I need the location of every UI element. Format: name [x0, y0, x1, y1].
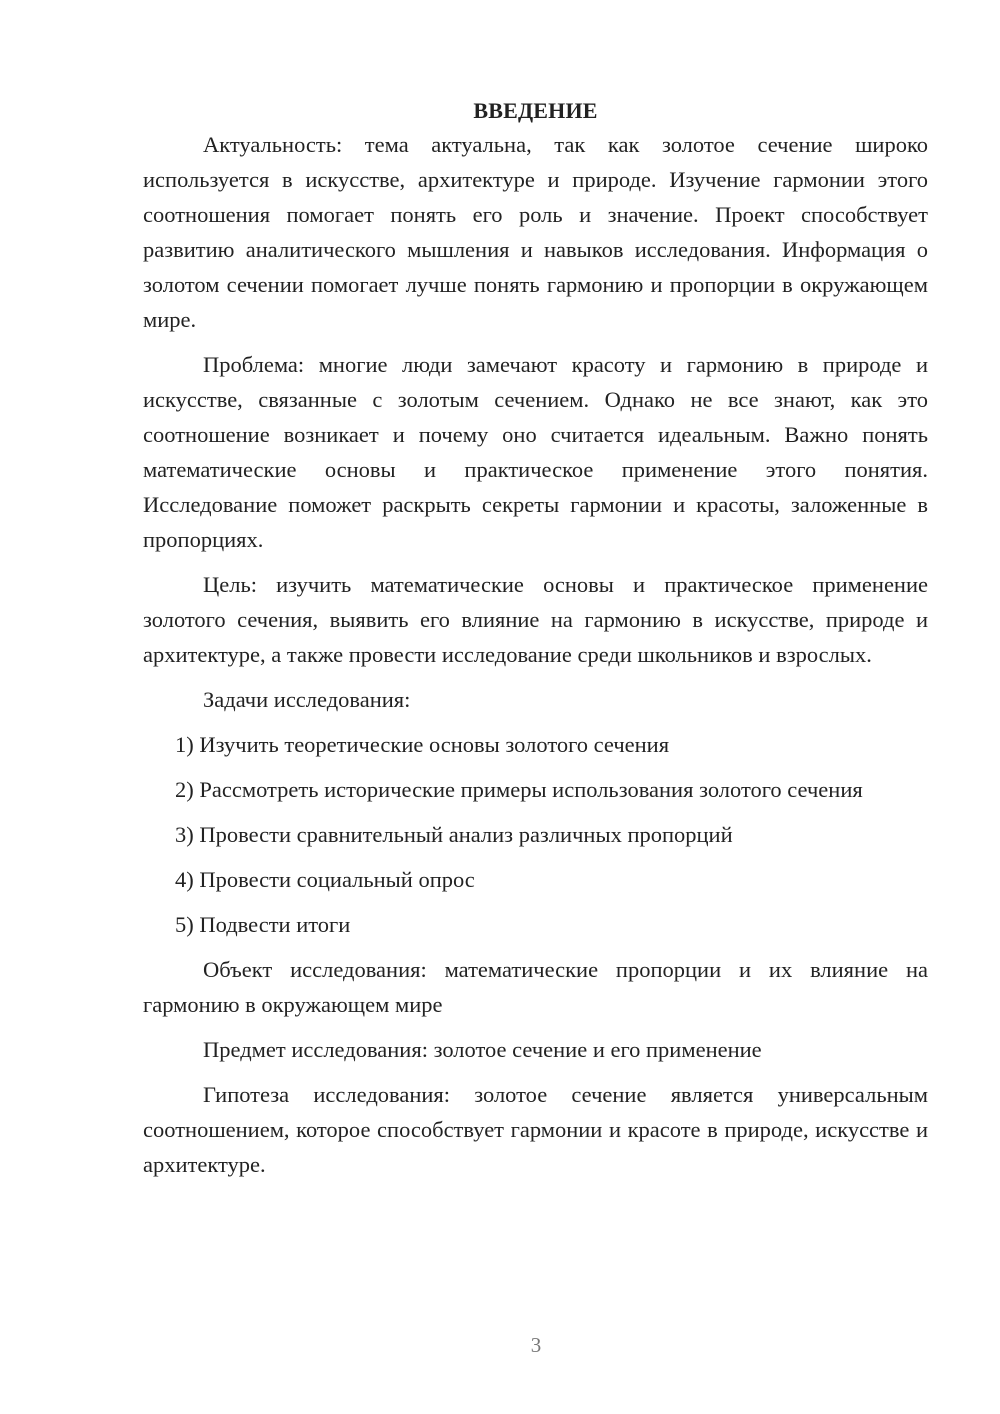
paragraph-goal: Цель: изучить математические основы и практическое применение золотого сечения, выявить его влияние на гармонию в искусстве, природе и архитектуре, а также провести исследование среди школьников и взрослых. [143, 572, 928, 667]
task-item-2: 2) Рассмотреть исторические примеры использования золотого сечения [175, 777, 863, 802]
paragraph-object: Объект исследования: математические пропорции и их влияние на гармонию в окружающем мире [143, 957, 928, 1017]
paragraph-hypothesis: Гипотеза исследования: золотое сечение является универсальным соотношением, которое способствует гармонии и красоте в природе, искусстве и архитектуре. [143, 1082, 928, 1177]
paragraph-problem: Проблема: многие люди замечают красоту и гармонию в природе и искусстве, связанные с золотым сечением. Однако не все знают, как это соотношение возникает и почему оно считается идеальным. Важно понять математические основы и практическое применение этого понятия. Исследование поможет раскрыть секреты гармонии и красоты, заложенные в пропорциях. [143, 352, 928, 552]
page-number: 3 [530, 1333, 542, 1357]
tasks-heading: Задачи исследования: [203, 687, 411, 712]
paragraph-subject: Предмет исследования: золотое сечение и его применение [203, 1037, 762, 1062]
document-page [143, 95, 928, 1192]
task-item-5: 5) Подвести итоги [175, 912, 351, 937]
paragraph-relevance: Актуальность: тема актуальна, так как золотое сечение широко используется в искусстве, архитектуре и природе. Изучение гармонии этого соотношения помогает понять его роль и значение. Проект способствует развитию аналитического мышления и навыков исследования. Информация о золотом сечении помогает лучше понять гармонию и пропорции в окружающем мире. [143, 132, 928, 332]
section-heading: ВВЕДЕНИЕ [473, 98, 598, 123]
task-item-1: 1) Изучить теоретические основы золотого сечения [175, 732, 670, 757]
task-item-3: 3) Провести сравнительный анализ различных пропорций [175, 822, 733, 847]
task-item-4: 4) Провести социальный опрос [175, 867, 475, 892]
